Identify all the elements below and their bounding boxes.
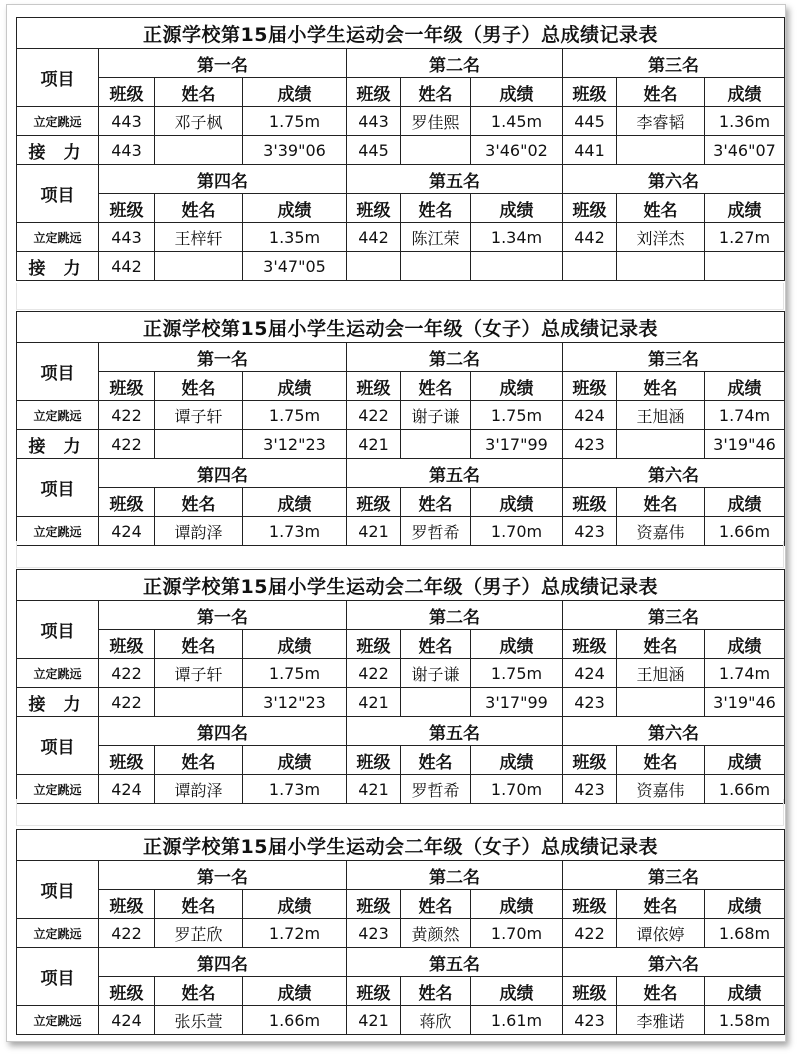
score-cell: 3'39"06 <box>243 136 347 165</box>
class-header: 班级 <box>347 372 401 401</box>
table-title: 正源学校第15届小学生运动会二年级（女子）总成绩记录表 <box>17 830 785 861</box>
name-cell <box>617 430 705 459</box>
event-label: 立定跳远 <box>17 223 99 252</box>
score-header: 成绩 <box>471 746 563 775</box>
class-header: 班级 <box>99 194 155 223</box>
place-3rd-header: 第三名 <box>563 861 785 890</box>
class-header: 班级 <box>347 746 401 775</box>
place-2nd-header: 第二名 <box>347 861 563 890</box>
name-cell: 王梓轩 <box>155 223 243 252</box>
score-header: 成绩 <box>243 78 347 107</box>
class-cell: 424 <box>99 1006 155 1035</box>
table-grade2-boys <box>16 569 784 804</box>
class-header: 班级 <box>563 194 617 223</box>
class-cell: 423 <box>563 775 617 804</box>
name-header: 姓名 <box>155 746 243 775</box>
name-cell: 罗哲希 <box>401 775 471 804</box>
table-row <box>17 107 785 136</box>
place-2nd-header: 第二名 <box>347 49 563 78</box>
class-cell: 443 <box>99 136 155 165</box>
item-header: 项目 <box>17 165 99 223</box>
score-cell: 1.72m <box>243 919 347 948</box>
table-row <box>17 401 785 430</box>
name-header: 姓名 <box>401 890 471 919</box>
score-cell: 1.73m <box>243 517 347 546</box>
name-header: 姓名 <box>401 194 471 223</box>
score-cell: 3'47"05 <box>243 252 347 281</box>
score-header: 成绩 <box>705 194 785 223</box>
class-header: 班级 <box>99 630 155 659</box>
table-title: 正源学校第15届小学生运动会一年级（男子）总成绩记录表 <box>17 18 785 49</box>
name-cell <box>155 136 243 165</box>
table-row <box>17 1006 785 1035</box>
class-header: 班级 <box>563 890 617 919</box>
place-5th-header: 第五名 <box>347 948 563 977</box>
class-cell: 443 <box>99 107 155 136</box>
name-cell: 谢子谦 <box>401 401 471 430</box>
class-header: 班级 <box>347 194 401 223</box>
class-cell <box>347 252 401 281</box>
score-cell: 3'12"23 <box>243 688 347 717</box>
table-row <box>17 136 785 165</box>
score-cell: 1.74m <box>705 659 785 688</box>
name-header: 姓名 <box>401 630 471 659</box>
event-label: 立定跳远 <box>17 401 99 430</box>
score-header: 成绩 <box>705 746 785 775</box>
score-header: 成绩 <box>243 890 347 919</box>
name-cell: 蒋欣 <box>401 1006 471 1035</box>
name-cell <box>155 430 243 459</box>
score-header: 成绩 <box>471 977 563 1006</box>
class-header: 班级 <box>563 78 617 107</box>
item-header: 项目 <box>17 717 99 775</box>
score-cell: 3'46"02 <box>471 136 563 165</box>
class-header: 班级 <box>99 746 155 775</box>
name-header: 姓名 <box>155 977 243 1006</box>
class-cell: 441 <box>563 136 617 165</box>
item-header: 项目 <box>17 948 99 1006</box>
class-cell: 423 <box>563 517 617 546</box>
class-header: 班级 <box>99 488 155 517</box>
item-header: 项目 <box>17 861 99 919</box>
place-2nd-header: 第二名 <box>347 343 563 372</box>
score-cell: 3'19"46 <box>705 688 785 717</box>
score-header: 成绩 <box>705 630 785 659</box>
name-cell: 罗佳熙 <box>401 107 471 136</box>
class-cell: 443 <box>347 107 401 136</box>
class-header: 班级 <box>563 746 617 775</box>
class-header: 班级 <box>347 78 401 107</box>
class-header: 班级 <box>563 977 617 1006</box>
table-row <box>17 659 785 688</box>
class-header: 班级 <box>99 890 155 919</box>
class-cell <box>563 252 617 281</box>
name-cell: 谢子谦 <box>401 659 471 688</box>
class-header: 班级 <box>347 488 401 517</box>
table-row <box>17 919 785 948</box>
place-6th-header: 第六名 <box>563 948 785 977</box>
table-row <box>17 252 785 281</box>
class-cell: 422 <box>563 919 617 948</box>
score-cell: 3'19"46 <box>705 430 785 459</box>
event-label: 接 力 <box>17 252 99 281</box>
place-4th-header: 第四名 <box>99 459 347 488</box>
score-cell: 1.75m <box>471 659 563 688</box>
item-header: 项目 <box>17 49 99 107</box>
score-cell: 1.73m <box>243 775 347 804</box>
score-cell: 1.34m <box>471 223 563 252</box>
score-cell: 1.70m <box>471 517 563 546</box>
score-cell: 1.35m <box>243 223 347 252</box>
table-row <box>17 223 785 252</box>
name-cell <box>401 136 471 165</box>
score-header: 成绩 <box>705 977 785 1006</box>
name-cell: 陈江荣 <box>401 223 471 252</box>
spacer-rows <box>16 799 784 826</box>
place-5th-header: 第五名 <box>347 459 563 488</box>
score-header: 成绩 <box>243 977 347 1006</box>
class-cell: 424 <box>99 775 155 804</box>
class-header: 班级 <box>99 78 155 107</box>
name-header: 姓名 <box>617 488 705 517</box>
score-header: 成绩 <box>705 488 785 517</box>
name-header: 姓名 <box>401 746 471 775</box>
class-cell: 422 <box>99 659 155 688</box>
place-4th-header: 第四名 <box>99 165 347 194</box>
place-3rd-header: 第三名 <box>563 49 785 78</box>
item-header: 项目 <box>17 459 99 517</box>
event-label: 立定跳远 <box>17 775 99 804</box>
name-cell: 李睿韬 <box>617 107 705 136</box>
score-cell: 3'17"99 <box>471 688 563 717</box>
class-cell: 422 <box>347 659 401 688</box>
class-cell: 421 <box>347 517 401 546</box>
name-cell: 黄颜然 <box>401 919 471 948</box>
score-cell <box>705 252 785 281</box>
item-header: 项目 <box>17 343 99 401</box>
score-cell: 1.45m <box>471 107 563 136</box>
class-cell: 423 <box>563 1006 617 1035</box>
table-row <box>17 430 785 459</box>
score-header: 成绩 <box>471 630 563 659</box>
name-cell <box>155 688 243 717</box>
event-label: 立定跳远 <box>17 1006 99 1035</box>
name-header: 姓名 <box>617 194 705 223</box>
score-cell: 3'12"23 <box>243 430 347 459</box>
score-cell: 1.66m <box>705 775 785 804</box>
place-3rd-header: 第三名 <box>563 343 785 372</box>
class-header: 班级 <box>347 890 401 919</box>
name-header: 姓名 <box>401 977 471 1006</box>
score-header: 成绩 <box>471 78 563 107</box>
class-cell: 442 <box>99 252 155 281</box>
event-label: 接 力 <box>17 136 99 165</box>
class-cell: 424 <box>99 517 155 546</box>
place-6th-header: 第六名 <box>563 165 785 194</box>
name-cell: 谭韵泽 <box>155 775 243 804</box>
place-5th-header: 第五名 <box>347 717 563 746</box>
table-grade2-girls <box>16 829 784 1035</box>
class-header: 班级 <box>99 977 155 1006</box>
event-label: 立定跳远 <box>17 107 99 136</box>
score-cell: 1.27m <box>705 223 785 252</box>
class-cell: 421 <box>347 1006 401 1035</box>
spacer-rows <box>16 541 784 568</box>
score-cell: 1.74m <box>705 401 785 430</box>
class-cell: 442 <box>563 223 617 252</box>
class-cell: 424 <box>563 401 617 430</box>
event-label: 接 力 <box>17 430 99 459</box>
class-cell: 445 <box>347 136 401 165</box>
name-cell: 资嘉伟 <box>617 517 705 546</box>
name-header: 姓名 <box>617 372 705 401</box>
score-header: 成绩 <box>243 488 347 517</box>
score-cell: 1.75m <box>243 659 347 688</box>
class-header: 班级 <box>563 372 617 401</box>
class-cell: 443 <box>99 223 155 252</box>
score-cell: 1.36m <box>705 107 785 136</box>
score-cell: 1.61m <box>471 1006 563 1035</box>
name-cell: 刘洋杰 <box>617 223 705 252</box>
name-cell <box>617 688 705 717</box>
class-header: 班级 <box>99 372 155 401</box>
table-row <box>17 688 785 717</box>
results-sheet <box>6 4 786 1042</box>
place-1st-header: 第一名 <box>99 343 347 372</box>
class-cell: 422 <box>99 688 155 717</box>
place-1st-header: 第一名 <box>99 601 347 630</box>
name-cell: 王旭涵 <box>617 659 705 688</box>
name-header: 姓名 <box>155 372 243 401</box>
score-header: 成绩 <box>243 372 347 401</box>
score-cell: 1.66m <box>705 517 785 546</box>
place-5th-header: 第五名 <box>347 165 563 194</box>
place-6th-header: 第六名 <box>563 459 785 488</box>
place-6th-header: 第六名 <box>563 717 785 746</box>
name-header: 姓名 <box>617 630 705 659</box>
class-header: 班级 <box>563 630 617 659</box>
event-label: 立定跳远 <box>17 517 99 546</box>
class-cell: 424 <box>563 659 617 688</box>
name-header: 姓名 <box>617 78 705 107</box>
name-cell: 罗哲希 <box>401 517 471 546</box>
class-cell: 422 <box>347 401 401 430</box>
name-cell <box>401 688 471 717</box>
table-title: 正源学校第15届小学生运动会一年级（女子）总成绩记录表 <box>17 312 785 343</box>
score-cell: 1.70m <box>471 919 563 948</box>
event-label: 立定跳远 <box>17 659 99 688</box>
score-cell: 1.75m <box>243 107 347 136</box>
name-header: 姓名 <box>617 890 705 919</box>
name-cell <box>617 252 705 281</box>
table-grade1-girls <box>16 311 784 546</box>
score-header: 成绩 <box>705 78 785 107</box>
table-title: 正源学校第15届小学生运动会二年级（男子）总成绩记录表 <box>17 570 785 601</box>
name-header: 姓名 <box>155 890 243 919</box>
class-cell: 423 <box>347 919 401 948</box>
score-cell <box>471 252 563 281</box>
score-header: 成绩 <box>471 890 563 919</box>
score-cell: 1.68m <box>705 919 785 948</box>
class-cell: 421 <box>347 688 401 717</box>
name-cell: 谭子轩 <box>155 401 243 430</box>
name-header: 姓名 <box>617 746 705 775</box>
name-cell <box>401 430 471 459</box>
score-header: 成绩 <box>243 194 347 223</box>
score-header: 成绩 <box>243 746 347 775</box>
place-4th-header: 第四名 <box>99 948 347 977</box>
score-header: 成绩 <box>471 488 563 517</box>
table-grade1-boys <box>16 17 784 281</box>
name-header: 姓名 <box>155 630 243 659</box>
name-cell: 王旭涵 <box>617 401 705 430</box>
class-cell: 422 <box>99 401 155 430</box>
class-cell: 421 <box>347 775 401 804</box>
place-2nd-header: 第二名 <box>347 601 563 630</box>
class-cell: 423 <box>563 430 617 459</box>
class-cell: 445 <box>563 107 617 136</box>
score-cell: 3'46"07 <box>705 136 785 165</box>
score-cell: 1.66m <box>243 1006 347 1035</box>
place-1st-header: 第一名 <box>99 49 347 78</box>
name-header: 姓名 <box>401 78 471 107</box>
score-cell: 1.75m <box>243 401 347 430</box>
class-cell: 422 <box>99 430 155 459</box>
name-cell: 邓子枫 <box>155 107 243 136</box>
class-cell: 423 <box>563 688 617 717</box>
event-label: 接 力 <box>17 688 99 717</box>
name-cell <box>155 252 243 281</box>
class-header: 班级 <box>563 488 617 517</box>
name-cell: 谭韵泽 <box>155 517 243 546</box>
name-cell <box>401 252 471 281</box>
place-3rd-header: 第三名 <box>563 601 785 630</box>
name-cell: 资嘉伟 <box>617 775 705 804</box>
name-cell: 张乐萱 <box>155 1006 243 1035</box>
place-1st-header: 第一名 <box>99 861 347 890</box>
class-header: 班级 <box>347 977 401 1006</box>
score-cell: 3'17"99 <box>471 430 563 459</box>
score-header: 成绩 <box>471 194 563 223</box>
name-header: 姓名 <box>155 488 243 517</box>
score-cell: 1.58m <box>705 1006 785 1035</box>
score-header: 成绩 <box>705 890 785 919</box>
score-header: 成绩 <box>705 372 785 401</box>
event-label: 立定跳远 <box>17 919 99 948</box>
score-cell: 1.75m <box>471 401 563 430</box>
name-cell: 谭依婷 <box>617 919 705 948</box>
score-header: 成绩 <box>471 372 563 401</box>
name-cell: 罗芷欣 <box>155 919 243 948</box>
class-cell: 422 <box>99 919 155 948</box>
name-cell: 李雅诺 <box>617 1006 705 1035</box>
name-header: 姓名 <box>155 78 243 107</box>
name-cell <box>617 136 705 165</box>
class-cell: 421 <box>347 430 401 459</box>
score-header: 成绩 <box>243 630 347 659</box>
class-cell: 442 <box>347 223 401 252</box>
name-header: 姓名 <box>155 194 243 223</box>
name-header: 姓名 <box>401 488 471 517</box>
spacer-rows <box>16 283 784 310</box>
name-header: 姓名 <box>617 977 705 1006</box>
item-header: 项目 <box>17 601 99 659</box>
score-cell: 1.70m <box>471 775 563 804</box>
name-header: 姓名 <box>401 372 471 401</box>
class-header: 班级 <box>347 630 401 659</box>
place-4th-header: 第四名 <box>99 717 347 746</box>
name-cell: 谭子轩 <box>155 659 243 688</box>
